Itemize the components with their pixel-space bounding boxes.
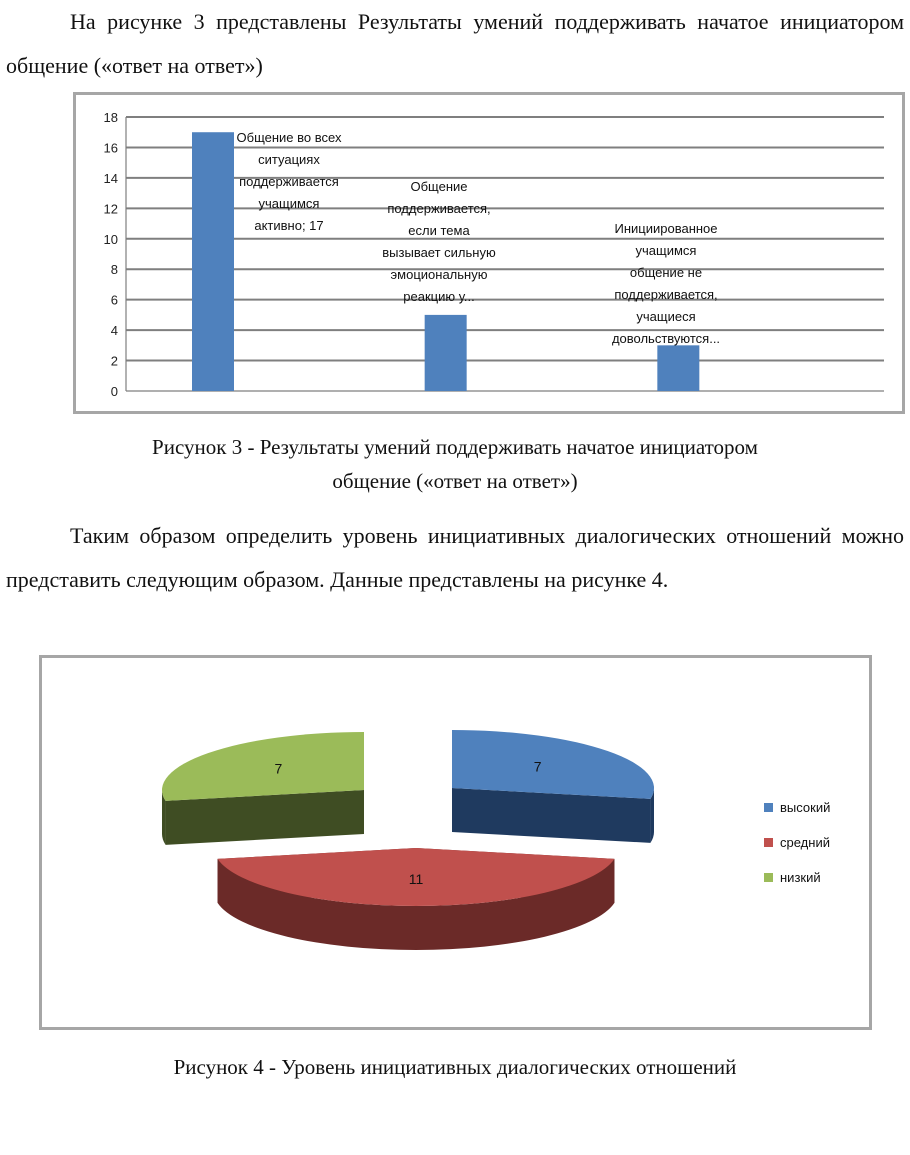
y-tick-label: 14 [103, 170, 118, 186]
legend-item-low [764, 860, 830, 895]
pie-slice-средний [218, 848, 615, 950]
pie-chart-frame [39, 655, 872, 1030]
data-label-line: активно; 17 [254, 218, 324, 233]
data-label-line: Общение во всех [236, 130, 342, 145]
y-tick-label: 6 [110, 292, 118, 308]
y-tick-label: 16 [103, 140, 118, 156]
pie-chart [42, 658, 869, 1027]
data-label-line: учащимся [258, 196, 320, 211]
legend-swatch-high [764, 803, 773, 812]
y-tick-label: 2 [110, 353, 118, 369]
pie-slice-top [452, 730, 654, 799]
y-tick-label: 4 [110, 323, 118, 339]
legend-label-mid: средний [780, 835, 830, 850]
pie-legend [764, 790, 830, 895]
bar-1 [192, 132, 234, 391]
legend-swatch-low [764, 873, 773, 882]
legend-item-mid [764, 825, 830, 860]
pie-value-label-средний: 11 [408, 870, 424, 887]
y-tick-label: 18 [103, 110, 118, 125]
data-label-line: поддерживается [239, 174, 339, 189]
legend-swatch-mid [764, 838, 773, 847]
y-tick-label: 0 [110, 384, 118, 399]
legend-label-low: низкий [780, 870, 821, 885]
data-label-line: довольствуются... [611, 331, 721, 346]
data-label-line: общение не [629, 265, 703, 280]
legend-item-high [764, 790, 830, 825]
legend-label-high: высокий [780, 800, 831, 815]
bar-chart [76, 95, 902, 411]
bar-2-data-label [382, 179, 496, 304]
data-label-line: Общение [410, 179, 468, 194]
data-label-line: учащимся [635, 243, 697, 258]
pie-slice-top [162, 732, 364, 801]
y-tick-label: 8 [110, 262, 118, 278]
data-label-line: если тема [408, 223, 470, 238]
y-tick-label: 12 [103, 201, 118, 217]
data-label-line: поддерживается, [614, 287, 718, 302]
bar-2 [425, 315, 467, 391]
data-label-line: ситуациях [258, 152, 320, 167]
data-label-line: вызывает сильную [382, 245, 496, 260]
data-label-line: реакцию у... [403, 289, 475, 304]
figure3-caption-line2: общение («ответ на ответ») [332, 469, 578, 493]
pie-value-label-низкий: 7 [274, 760, 283, 777]
pie-slice-низкий [162, 732, 364, 845]
middle-paragraph: Таким образом определить уровень инициативных диалогических отношений можно представить следующим образом. Данные представлены на рисунке 4. [6, 523, 904, 592]
y-tick-label: 10 [103, 231, 118, 247]
data-label-line: учащиеся [636, 309, 696, 324]
figure3-caption-line1: Рисунок 3 - Результаты умений поддерживать начатое инициатором [152, 435, 758, 459]
intro-paragraph: На рисунке 3 представлены Результаты умений поддерживать начатое инициатором общение («ответ на ответ») [6, 9, 904, 78]
data-label-line: Инициированное [614, 221, 718, 236]
pie-slice-высокий [452, 730, 654, 843]
bar-3 [657, 345, 699, 391]
pie-value-label-высокий: 7 [533, 758, 542, 775]
bar-1-data-label [237, 130, 342, 233]
data-label-line: эмоциональную [390, 267, 488, 282]
figure4-caption: Рисунок 4 - Уровень инициативных диалогических отношений [173, 1055, 737, 1079]
bar-chart-frame [73, 92, 905, 414]
data-label-line: поддерживается, [387, 201, 491, 216]
